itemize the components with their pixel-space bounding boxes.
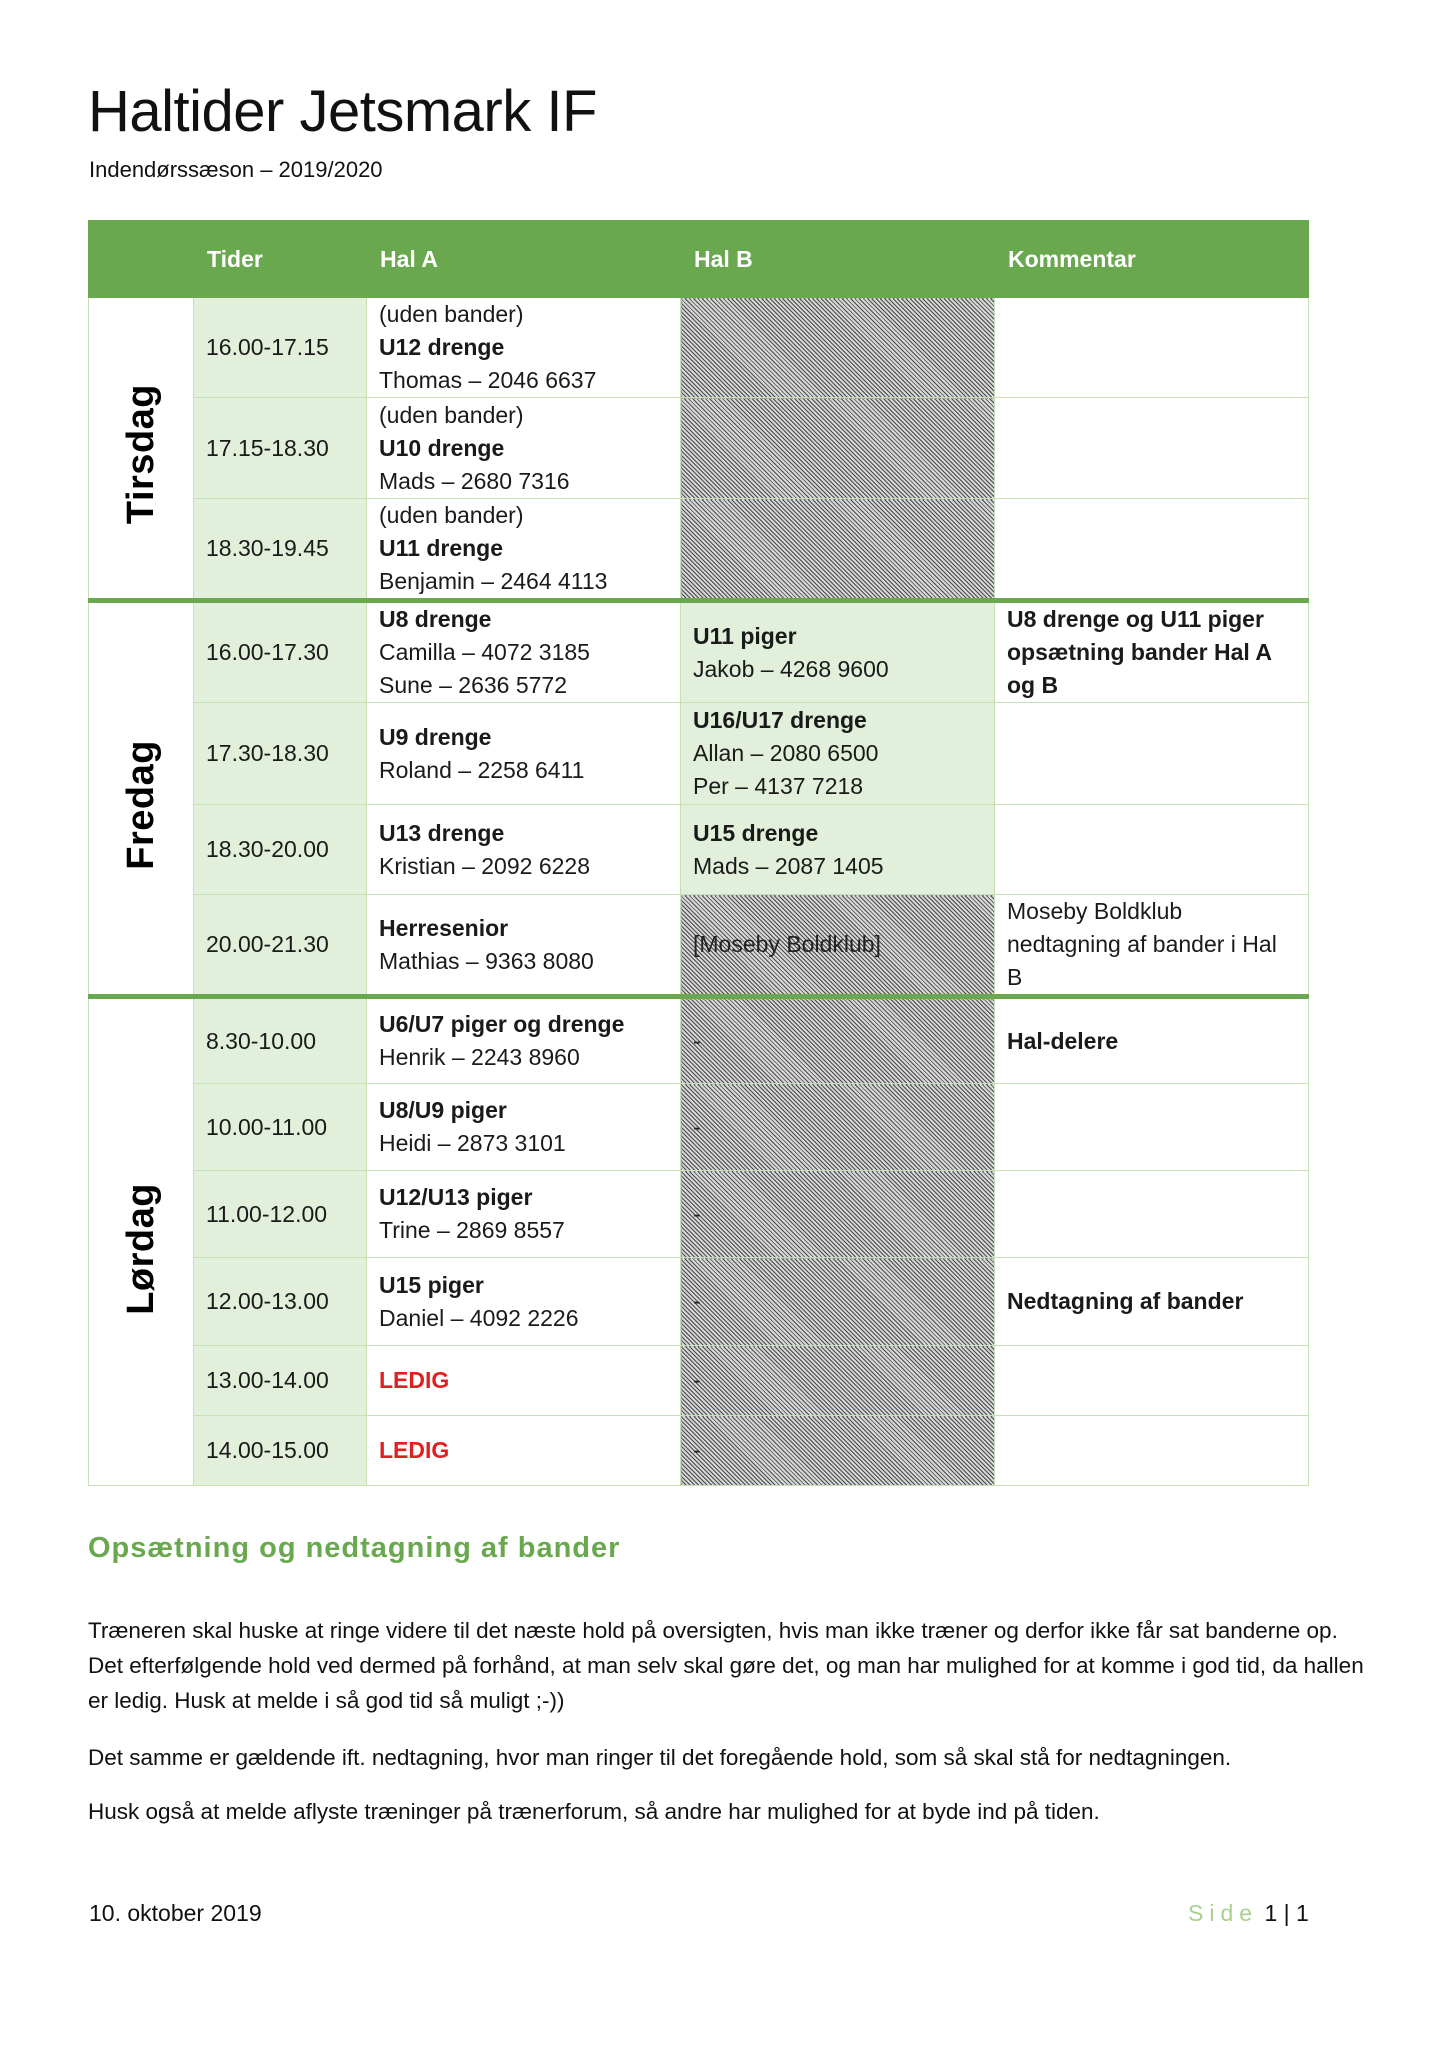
hal-a-cell: [367, 703, 681, 805]
table-row: [89, 997, 1309, 1084]
time-cell: 13.00-14.00: [194, 1346, 367, 1416]
hal-a-cell: [367, 298, 681, 398]
time-cell: 11.00-12.00: [194, 1171, 367, 1258]
day-label: Tirsdag: [119, 384, 162, 525]
footer-page-number: [1188, 1900, 1309, 1927]
contact: Camilla – 4072 3185: [379, 639, 590, 665]
kommentar-cell: [995, 298, 1309, 398]
table-row: [89, 398, 1309, 499]
contact: Benjamin – 2464 4113: [379, 568, 608, 594]
page-count: 1 | 1: [1264, 1900, 1309, 1926]
time-cell: 8.30-10.00: [194, 997, 367, 1084]
footer-date: 10. oktober 2019: [89, 1900, 262, 1926]
day-cell-fredag: [89, 601, 194, 997]
kommentar-cell: [995, 805, 1309, 895]
table-header-row: [89, 221, 1309, 298]
hal-b-cell-unavailable: [681, 997, 995, 1084]
team-name: U8 drenge: [379, 606, 492, 632]
team-name: Herresenior: [379, 914, 509, 941]
hal-b-cell-unavailable: [681, 1171, 995, 1258]
time-cell: 20.00-21.30: [194, 895, 367, 997]
day-cell-lordag: [89, 997, 194, 1486]
paragraph: Træneren skal huske at ringe videre til det næste hold på oversigten, hvis man ikke træner og derfor ikke får sat banderne op. Det efterfølgende hold ved dermed på forhånd, at man selv skal gøre det, og man har mulighed for at komme i god tid, da hallen er ledig. Husk at melde i så god tid så muligt ;-)): [88, 1618, 1364, 1713]
day-label: Fredag: [119, 740, 162, 870]
section-heading: Opsætning og nedtagning af bander: [88, 1532, 621, 1564]
team-name: U15 piger: [379, 1271, 484, 1298]
hal-a-cell: [367, 1084, 681, 1171]
hal-b-text: -: [693, 1027, 701, 1054]
table-row: [89, 1171, 1309, 1258]
team-name: U13 drenge: [379, 819, 505, 846]
hal-a-cell: [367, 1416, 681, 1486]
header-tider: Tider: [194, 221, 367, 298]
page-title: Haltider Jetsmark IF: [88, 79, 597, 144]
day-cell-tirsdag: [89, 298, 194, 601]
schedule-table: [88, 220, 1309, 1486]
contact: Allan – 2080 6500: [693, 740, 879, 766]
day-label: Lørdag: [119, 1182, 162, 1315]
contact: Henrik – 2243 8960: [379, 1044, 580, 1070]
kommentar-cell: [995, 398, 1309, 499]
team-name: U8/U9 piger: [379, 1097, 507, 1123]
hal-a-cell: [367, 499, 681, 601]
hal-a-cell: [367, 1346, 681, 1416]
hal-a-cell: [367, 1171, 681, 1258]
time-cell: 16.00-17.30: [194, 601, 367, 703]
page-subtitle: Indendørssæson – 2019/2020: [89, 157, 383, 182]
page-word: Side: [1188, 1900, 1259, 1926]
header-hal-b: Hal B: [681, 221, 995, 298]
kommentar-cell: [995, 1171, 1309, 1258]
hal-b-cell-unavailable: [681, 1084, 995, 1171]
time-cell: 16.00-17.15: [194, 298, 367, 398]
team-name: U15 drenge: [693, 819, 819, 846]
contact: Trine – 2869 8557: [379, 1217, 565, 1243]
contact: Daniel – 4092 2226: [379, 1304, 579, 1331]
team-name: U11 drenge: [379, 535, 503, 561]
cell-note: (uden bander): [379, 301, 524, 327]
team-name: U6/U7 piger og drenge: [379, 1011, 625, 1037]
hal-b-text: -: [693, 1437, 701, 1463]
contact: Mads – 2087 1405: [693, 852, 884, 879]
time-cell: 17.30-18.30: [194, 703, 367, 805]
hal-a-cell: [367, 1258, 681, 1346]
cell-note: (uden bander): [379, 502, 524, 528]
time-cell: 18.30-20.00: [194, 805, 367, 895]
contact: Heidi – 2873 3101: [379, 1130, 566, 1156]
contact: Mathias – 9363 8080: [379, 947, 594, 974]
hal-b-text: -: [693, 1367, 701, 1393]
hal-b-cell: [681, 703, 995, 805]
hal-b-text: -: [693, 1113, 701, 1140]
table-row: [89, 1416, 1309, 1486]
team-name: U12 drenge: [379, 334, 505, 360]
hal-b-cell: [681, 805, 995, 895]
kommentar-cell: Hal-delere: [995, 997, 1309, 1084]
table-row: [89, 1084, 1309, 1171]
time-cell: 12.00-13.00: [194, 1258, 367, 1346]
cell-note: (uden bander): [379, 401, 524, 428]
hal-b-cell-moseby: [681, 895, 995, 997]
contact: Sune – 2636 5772: [379, 672, 568, 698]
time-cell: 10.00-11.00: [194, 1084, 367, 1171]
hal-b-cell: [681, 601, 995, 703]
time-cell: 14.00-15.00: [194, 1416, 367, 1486]
hal-b-cell-unavailable: [681, 1258, 995, 1346]
hal-b-cell-unavailable: [681, 1346, 995, 1416]
header-hal-a: Hal A: [367, 221, 681, 298]
contact: Kristian – 2092 6228: [379, 852, 590, 879]
contact: Mads – 2680 7316: [379, 467, 570, 494]
contact: Roland – 2258 6411: [379, 756, 585, 783]
kommentar-cell: [995, 1416, 1309, 1486]
header-kommentar: Kommentar: [995, 221, 1309, 298]
hal-a-cell: [367, 895, 681, 997]
ledig-label: LEDIG: [379, 1437, 450, 1463]
kommentar-cell: Nedtagning af bander: [995, 1258, 1309, 1346]
table-row: [89, 499, 1309, 601]
hal-b-text: -: [693, 1200, 701, 1227]
hal-a-cell: [367, 398, 681, 499]
team-name: U10 drenge: [379, 434, 505, 461]
contact: Per – 4137 7218: [693, 773, 864, 799]
ledig-label: LEDIG: [379, 1367, 450, 1393]
table-row: [89, 1346, 1309, 1416]
kommentar-cell: [995, 1346, 1309, 1416]
table-row: [89, 703, 1309, 805]
hal-b-text: -: [693, 1288, 701, 1314]
team-name: U11 piger: [693, 622, 797, 649]
hal-a-cell: [367, 997, 681, 1084]
kommentar-cell: Moseby Boldklub nedtagning af bander i Hal B: [995, 895, 1309, 997]
header-day: [89, 221, 194, 298]
hal-a-cell: [367, 601, 681, 703]
kommentar-cell: U8 drenge og U11 piger opsætning bander Hal A og B: [995, 601, 1309, 703]
paragraph: Husk også at melde aflyste træninger på trænerforum, så andre har mulighed for at byde ind på tiden.: [88, 1799, 1100, 1824]
team-name: U16/U17 drenge: [693, 707, 867, 733]
hal-b-cell-unavailable: [681, 398, 995, 499]
contact: Jakob – 4268 9600: [693, 655, 889, 682]
kommentar-cell: [995, 703, 1309, 805]
kommentar-cell: [995, 1084, 1309, 1171]
hal-b-cell-unavailable: [681, 1416, 995, 1486]
hal-b-cell-unavailable: [681, 499, 995, 601]
team-name: U12/U13 piger: [379, 1184, 533, 1210]
table-row: [89, 1258, 1309, 1346]
table-row: [89, 895, 1309, 997]
paragraph: Det samme er gældende ift. nedtagning, hvor man ringer til det foregående hold, som så skal stå for nedtagningen.: [88, 1745, 1232, 1770]
table-row: [89, 601, 1309, 703]
time-cell: 17.15-18.30: [194, 398, 367, 499]
contact: Thomas – 2046 6637: [379, 367, 597, 393]
table-row: [89, 805, 1309, 895]
hal-a-cell: [367, 805, 681, 895]
hal-b-cell-unavailable: [681, 298, 995, 398]
hal-b-text: [Moseby Boldklub]: [693, 931, 881, 957]
kommentar-cell: [995, 499, 1309, 601]
table-row: [89, 298, 1309, 398]
time-cell: 18.30-19.45: [194, 499, 367, 601]
team-name: U9 drenge: [379, 723, 492, 750]
